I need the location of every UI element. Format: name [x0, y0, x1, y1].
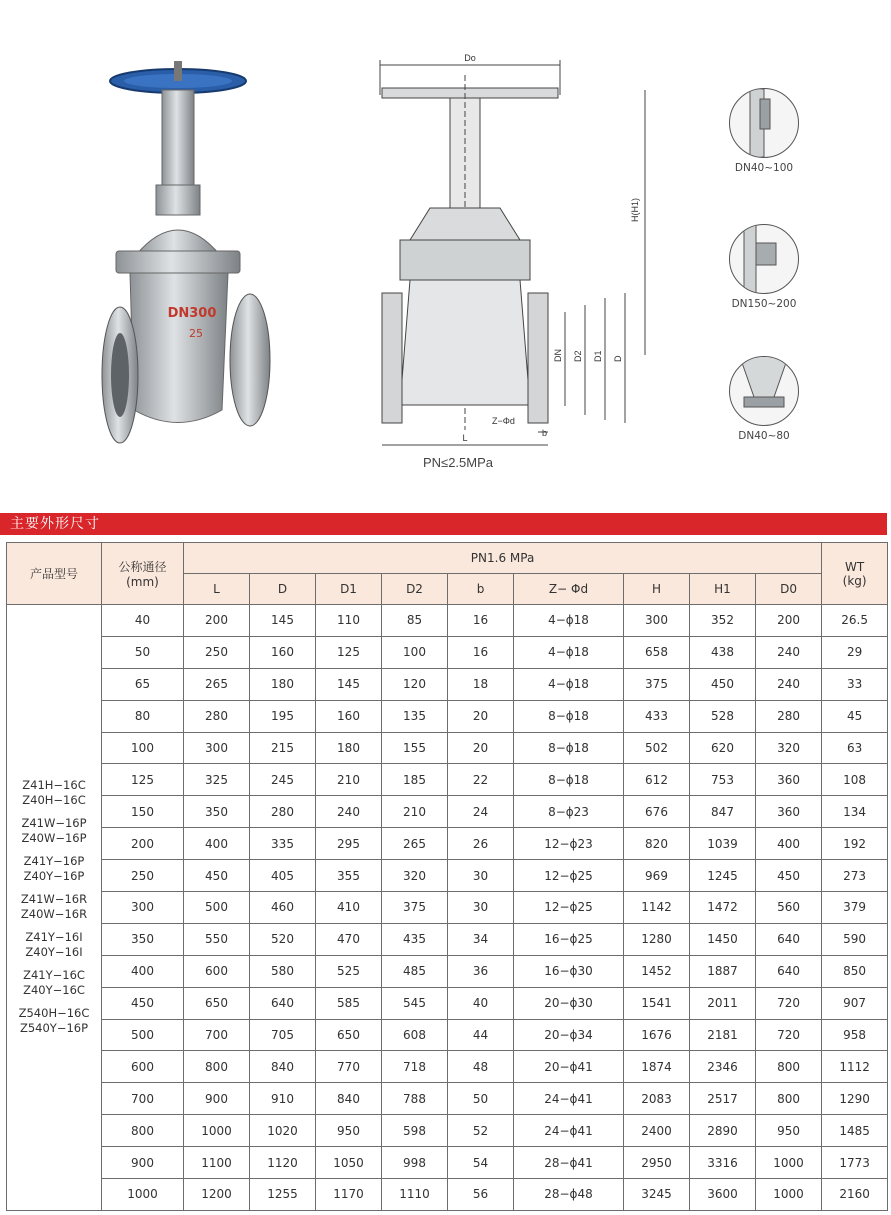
table-cell: 585 — [316, 987, 382, 1019]
table-cell: 1000 — [184, 1115, 250, 1147]
table-cell: 550 — [184, 923, 250, 955]
table-cell: 240 — [756, 636, 822, 668]
table-row — [7, 605, 888, 637]
table-cell: 528 — [690, 700, 756, 732]
table-cell: 16−ϕ25 — [514, 923, 624, 955]
table-cell: 135 — [382, 700, 448, 732]
table-cell: 240 — [316, 796, 382, 828]
table-cell: 820 — [624, 828, 690, 860]
table-cell: 3600 — [690, 1179, 756, 1211]
gate-valve-photo — [100, 55, 272, 450]
table-cell: 375 — [624, 668, 690, 700]
table-cell: 125 — [102, 764, 184, 796]
table-cell: 28−ϕ48 — [514, 1179, 624, 1211]
table-cell: 52 — [448, 1115, 514, 1147]
table-cell: 700 — [184, 1019, 250, 1051]
table-cell: 1200 — [184, 1179, 250, 1211]
table-cell: 20−ϕ34 — [514, 1019, 624, 1051]
table-cell: 33 — [822, 668, 888, 700]
table-cell: 273 — [822, 860, 888, 892]
table-cell: 650 — [316, 1019, 382, 1051]
detail-view-dn40-100 — [725, 88, 803, 174]
model-name: Z540Y−16P — [19, 1021, 89, 1036]
body-marking-pn: 25 — [189, 327, 203, 340]
table-cell: 335 — [250, 828, 316, 860]
model-name: Z40Y−16I — [25, 945, 83, 960]
table-cell: 26 — [448, 828, 514, 860]
table-cell: 600 — [184, 955, 250, 987]
table-cell: 56 — [448, 1179, 514, 1211]
table-cell: 600 — [102, 1051, 184, 1083]
table-cell: 910 — [250, 1083, 316, 1115]
table-cell: 718 — [382, 1051, 448, 1083]
table-cell: 24−ϕ41 — [514, 1115, 624, 1147]
table-row — [7, 923, 888, 955]
table-cell: 560 — [756, 892, 822, 924]
column-header: D — [250, 574, 316, 605]
table-cell: 720 — [756, 987, 822, 1019]
label-b: b — [542, 428, 548, 438]
column-header: D0 — [756, 574, 822, 605]
table-cell: 900 — [102, 1147, 184, 1179]
table-cell: 180 — [316, 732, 382, 764]
table-cell: 200 — [756, 605, 822, 637]
detail-view-dn40-80 — [725, 356, 803, 442]
table-cell: 950 — [756, 1115, 822, 1147]
header-weight-line1: WT — [845, 559, 865, 574]
table-row — [7, 987, 888, 1019]
table-cell: 4−ϕ18 — [514, 668, 624, 700]
label-l: L — [462, 433, 468, 443]
table-cell: 840 — [250, 1051, 316, 1083]
valve-technical-drawing — [370, 50, 670, 475]
table-cell: 160 — [316, 700, 382, 732]
table-cell: 969 — [624, 860, 690, 892]
table-cell: 200 — [184, 605, 250, 637]
table-cell: 120 — [382, 668, 448, 700]
table-cell: 24−ϕ41 — [514, 1083, 624, 1115]
model-name: Z40W−16P — [21, 831, 87, 846]
table-row — [7, 1083, 888, 1115]
table-cell: 900 — [184, 1083, 250, 1115]
column-header: D1 — [316, 574, 382, 605]
table-cell: 700 — [102, 1083, 184, 1115]
table-cell: 16 — [448, 605, 514, 637]
table-cell: 320 — [756, 732, 822, 764]
table-row — [7, 732, 888, 764]
model-group — [7, 854, 101, 884]
table-cell: 950 — [316, 1115, 382, 1147]
header-nominal-line1: 公称通径 — [118, 560, 167, 574]
table-cell: 295 — [316, 828, 382, 860]
table-row — [7, 796, 888, 828]
table-cell: 640 — [756, 923, 822, 955]
table-cell: 250 — [184, 636, 250, 668]
table-cell: 352 — [690, 605, 756, 637]
table-cell: 1170 — [316, 1179, 382, 1211]
table-cell: 8−ϕ18 — [514, 764, 624, 796]
table-cell: 1000 — [756, 1147, 822, 1179]
table-cell: 958 — [822, 1019, 888, 1051]
model-name: Z41Y−16I — [25, 930, 83, 945]
table-cell: 1450 — [690, 923, 756, 955]
table-cell: 125 — [316, 636, 382, 668]
table-cell: 788 — [382, 1083, 448, 1115]
table-cell: 250 — [102, 860, 184, 892]
table-cell: 1112 — [822, 1051, 888, 1083]
table-cell: 100 — [382, 636, 448, 668]
header-pressure-group: PN1.6 MPa — [184, 543, 822, 574]
table-cell: 145 — [250, 605, 316, 637]
table-cell: 44 — [448, 1019, 514, 1051]
table-cell: 4−ϕ18 — [514, 605, 624, 637]
table-cell: 12−ϕ25 — [514, 860, 624, 892]
table-cell: 502 — [624, 732, 690, 764]
table-cell: 22 — [448, 764, 514, 796]
table-cell: 210 — [382, 796, 448, 828]
table-cell: 18 — [448, 668, 514, 700]
table-cell: 29 — [822, 636, 888, 668]
table-cell: 54 — [448, 1147, 514, 1179]
drawing-caption: PN≤2.5MPa — [423, 455, 493, 470]
table-cell: 34 — [448, 923, 514, 955]
table-cell: 1887 — [690, 955, 756, 987]
table-cell: 28−ϕ41 — [514, 1147, 624, 1179]
model-name: Z41Y−16C — [23, 968, 85, 983]
table-cell: 520 — [250, 923, 316, 955]
table-cell: 26.5 — [822, 605, 888, 637]
detail-circle — [729, 224, 799, 294]
table-row — [7, 860, 888, 892]
detail-circle — [729, 356, 799, 426]
table-cell: 8−ϕ18 — [514, 732, 624, 764]
header-nominal-diameter — [102, 543, 184, 605]
table-row — [7, 955, 888, 987]
dimensions-table — [6, 542, 888, 1211]
table-cell: 300 — [102, 892, 184, 924]
table-cell: 676 — [624, 796, 690, 828]
label-d1: D1 — [593, 350, 603, 362]
table-cell: 192 — [822, 828, 888, 860]
table-cell: 1020 — [250, 1115, 316, 1147]
table-cell: 438 — [690, 636, 756, 668]
table-cell: 355 — [316, 860, 382, 892]
table-cell: 40 — [448, 987, 514, 1019]
table-cell: 400 — [756, 828, 822, 860]
table-cell: 770 — [316, 1051, 382, 1083]
table-cell: 1050 — [316, 1147, 382, 1179]
table-cell: 20 — [448, 732, 514, 764]
model-name: Z41W−16R — [20, 892, 88, 907]
detail-view-dn150-200 — [725, 224, 803, 310]
table-cell: 1120 — [250, 1147, 316, 1179]
table-cell: 620 — [690, 732, 756, 764]
label-d2: D2 — [573, 350, 583, 362]
model-name: Z41W−16P — [21, 816, 87, 831]
table-row — [7, 636, 888, 668]
model-name: Z40Y−16C — [23, 983, 85, 998]
table-cell: 545 — [382, 987, 448, 1019]
table-cell: 160 — [250, 636, 316, 668]
table-cell: 1280 — [624, 923, 690, 955]
detail-label: DN150~200 — [731, 298, 797, 310]
detail-label: DN40~80 — [738, 430, 790, 442]
table-cell: 1773 — [822, 1147, 888, 1179]
table-cell: 1541 — [624, 987, 690, 1019]
section-title-bar: 主要外形尺寸 — [0, 513, 887, 535]
table-cell: 847 — [690, 796, 756, 828]
table-cell: 280 — [184, 700, 250, 732]
table-cell: 134 — [822, 796, 888, 828]
model-list-cell — [7, 605, 102, 1211]
table-cell: 300 — [624, 605, 690, 637]
table-cell: 640 — [250, 987, 316, 1019]
column-header: b — [448, 574, 514, 605]
column-header: H — [624, 574, 690, 605]
table-cell: 8−ϕ23 — [514, 796, 624, 828]
table-cell: 50 — [448, 1083, 514, 1115]
table-cell: 405 — [250, 860, 316, 892]
table-cell: 2083 — [624, 1083, 690, 1115]
table-cell: 850 — [822, 955, 888, 987]
table-row — [7, 1147, 888, 1179]
model-group — [7, 968, 101, 998]
table-cell: 155 — [382, 732, 448, 764]
table-row — [7, 668, 888, 700]
table-cell: 400 — [102, 955, 184, 987]
table-cell: 450 — [690, 668, 756, 700]
table-cell: 433 — [624, 700, 690, 732]
table-cell: 720 — [756, 1019, 822, 1051]
table-cell: 753 — [690, 764, 756, 796]
model-name: Z40W−16R — [20, 907, 88, 922]
table-cell: 1110 — [382, 1179, 448, 1211]
table-cell: 1485 — [822, 1115, 888, 1147]
model-group — [7, 816, 101, 846]
table-cell: 705 — [250, 1019, 316, 1051]
label-d: D — [613, 355, 623, 362]
table-cell: 1000 — [756, 1179, 822, 1211]
table-cell: 50 — [102, 636, 184, 668]
table-row — [7, 764, 888, 796]
table-cell: 1000 — [102, 1179, 184, 1211]
table-cell: 1039 — [690, 828, 756, 860]
label-h-h1: H(H1) — [630, 198, 640, 222]
table-row — [7, 1179, 888, 1211]
table-row — [7, 1051, 888, 1083]
table-cell: 598 — [382, 1115, 448, 1147]
table-cell: 460 — [250, 892, 316, 924]
label-do: Do — [464, 53, 476, 63]
table-cell: 800 — [756, 1083, 822, 1115]
table-cell: 200 — [102, 828, 184, 860]
table-cell: 3316 — [690, 1147, 756, 1179]
table-row — [7, 828, 888, 860]
table-cell: 612 — [624, 764, 690, 796]
table-cell: 16−ϕ30 — [514, 955, 624, 987]
table-cell: 1676 — [624, 1019, 690, 1051]
model-group — [7, 1006, 101, 1036]
table-cell: 650 — [184, 987, 250, 1019]
table-cell: 2181 — [690, 1019, 756, 1051]
table-cell: 195 — [250, 700, 316, 732]
table-cell: 20 — [448, 700, 514, 732]
table-cell: 180 — [250, 668, 316, 700]
column-header: L — [184, 574, 250, 605]
table-cell: 450 — [184, 860, 250, 892]
table-cell: 12−ϕ25 — [514, 892, 624, 924]
table-cell: 1255 — [250, 1179, 316, 1211]
table-cell: 580 — [250, 955, 316, 987]
table-cell: 16 — [448, 636, 514, 668]
table-cell: 608 — [382, 1019, 448, 1051]
table-cell: 280 — [250, 796, 316, 828]
column-header: D2 — [382, 574, 448, 605]
table-cell: 1874 — [624, 1051, 690, 1083]
table-cell: 450 — [756, 860, 822, 892]
table-cell: 4−ϕ18 — [514, 636, 624, 668]
table-cell: 245 — [250, 764, 316, 796]
table-cell: 63 — [822, 732, 888, 764]
table-cell: 525 — [316, 955, 382, 987]
header-model: 产品型号 — [7, 543, 102, 605]
table-cell: 2346 — [690, 1051, 756, 1083]
table-cell: 100 — [102, 732, 184, 764]
table-cell: 2160 — [822, 1179, 888, 1211]
table-cell: 12−ϕ23 — [514, 828, 624, 860]
table-cell: 800 — [756, 1051, 822, 1083]
table-cell: 45 — [822, 700, 888, 732]
body-marking-dn: DN300 — [167, 306, 217, 321]
table-cell: 360 — [756, 764, 822, 796]
table-cell: 265 — [184, 668, 250, 700]
table-cell: 2890 — [690, 1115, 756, 1147]
table-cell: 998 — [382, 1147, 448, 1179]
model-name: Z41H−16C — [22, 778, 86, 793]
model-name: Z540H−16C — [18, 1006, 90, 1021]
model-group — [7, 778, 101, 808]
table-cell: 500 — [184, 892, 250, 924]
table-cell: 360 — [756, 796, 822, 828]
model-name: Z40Y−16P — [23, 869, 85, 884]
table-cell: 1290 — [822, 1083, 888, 1115]
label-dn: DN — [553, 349, 563, 362]
model-group — [7, 892, 101, 922]
table-cell: 65 — [102, 668, 184, 700]
table-cell: 2011 — [690, 987, 756, 1019]
table-cell: 8−ϕ18 — [514, 700, 624, 732]
table-cell: 215 — [250, 732, 316, 764]
model-name: Z40H−16C — [22, 793, 86, 808]
table-cell: 20−ϕ30 — [514, 987, 624, 1019]
table-cell: 280 — [756, 700, 822, 732]
table-cell: 485 — [382, 955, 448, 987]
table-cell: 85 — [382, 605, 448, 637]
table-cell: 800 — [102, 1115, 184, 1147]
table-cell: 450 — [102, 987, 184, 1019]
table-cell: 2950 — [624, 1147, 690, 1179]
table-cell: 658 — [624, 636, 690, 668]
table-cell: 24 — [448, 796, 514, 828]
table-cell: 2517 — [690, 1083, 756, 1115]
label-z-phi-d: Z−Φd — [492, 416, 515, 426]
model-name: Z41Y−16P — [23, 854, 85, 869]
model-group — [7, 930, 101, 960]
table-cell: 30 — [448, 860, 514, 892]
table-cell: 640 — [756, 955, 822, 987]
table-cell: 435 — [382, 923, 448, 955]
header-weight-line2: (kg) — [842, 573, 867, 588]
table-row — [7, 1115, 888, 1147]
column-header: Z− Φd — [514, 574, 624, 605]
table-cell: 2400 — [624, 1115, 690, 1147]
table-cell: 40 — [102, 605, 184, 637]
table-cell: 800 — [184, 1051, 250, 1083]
table-cell: 400 — [184, 828, 250, 860]
column-header: H1 — [690, 574, 756, 605]
table-cell: 48 — [448, 1051, 514, 1083]
table-cell: 470 — [316, 923, 382, 955]
table-row — [7, 1019, 888, 1051]
table-cell: 350 — [184, 796, 250, 828]
table-cell: 410 — [316, 892, 382, 924]
table-cell: 350 — [102, 923, 184, 955]
table-cell: 300 — [184, 732, 250, 764]
header-weight — [822, 543, 888, 605]
table-cell: 500 — [102, 1019, 184, 1051]
table-cell: 325 — [184, 764, 250, 796]
table-cell: 1472 — [690, 892, 756, 924]
table-cell: 145 — [316, 668, 382, 700]
table-cell: 840 — [316, 1083, 382, 1115]
table-cell: 150 — [102, 796, 184, 828]
table-cell: 320 — [382, 860, 448, 892]
table-cell: 240 — [756, 668, 822, 700]
table-cell: 1142 — [624, 892, 690, 924]
table-cell: 185 — [382, 764, 448, 796]
table-cell: 36 — [448, 955, 514, 987]
table-cell: 590 — [822, 923, 888, 955]
table-cell: 80 — [102, 700, 184, 732]
detail-label: DN40~100 — [734, 162, 794, 174]
detail-circle — [729, 88, 799, 158]
table-row — [7, 892, 888, 924]
table-row — [7, 700, 888, 732]
table-cell: 379 — [822, 892, 888, 924]
table-cell: 1245 — [690, 860, 756, 892]
table-cell: 265 — [382, 828, 448, 860]
table-cell: 30 — [448, 892, 514, 924]
table-cell: 907 — [822, 987, 888, 1019]
table-cell: 20−ϕ41 — [514, 1051, 624, 1083]
header-nominal-line2: (mm) — [126, 575, 159, 589]
table-cell: 1100 — [184, 1147, 250, 1179]
table-cell: 375 — [382, 892, 448, 924]
table-cell: 3245 — [624, 1179, 690, 1211]
table-cell: 110 — [316, 605, 382, 637]
table-cell: 1452 — [624, 955, 690, 987]
table-cell: 108 — [822, 764, 888, 796]
table-cell: 210 — [316, 764, 382, 796]
